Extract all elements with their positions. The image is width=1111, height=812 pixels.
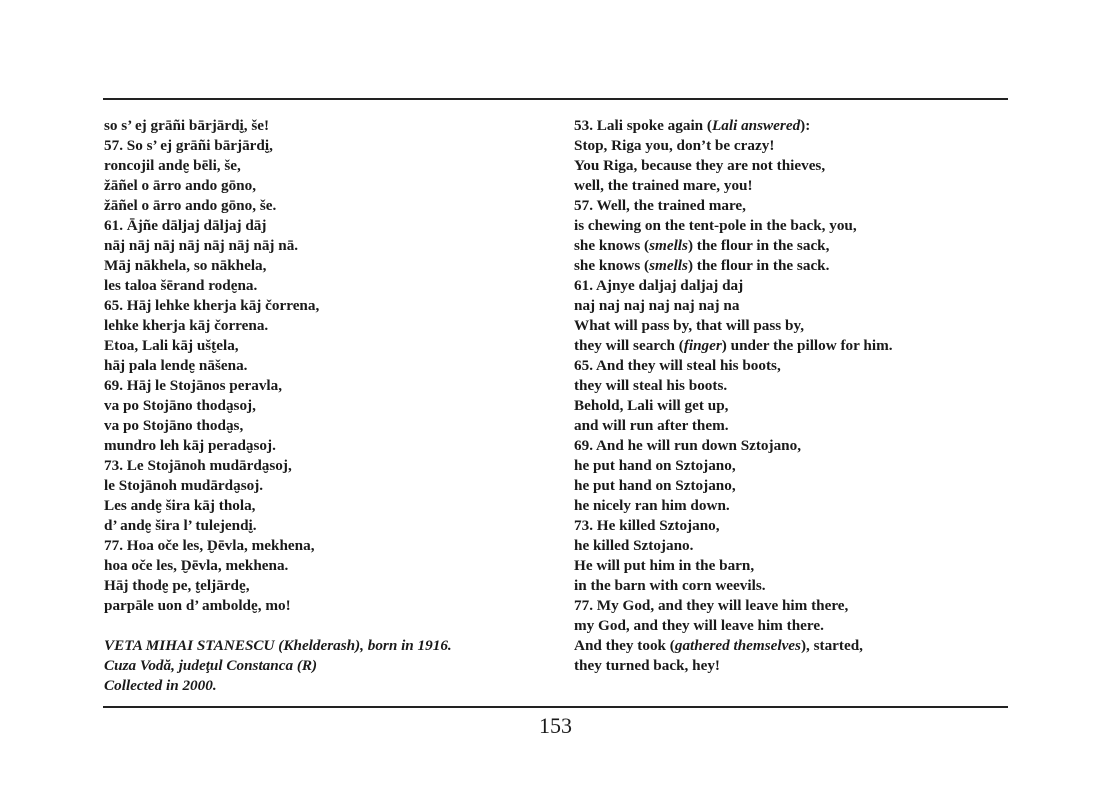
verse-line: lehke kherja kāj čorrena. xyxy=(104,317,269,334)
translation-text: 73. He killed Sztojano, xyxy=(574,517,720,534)
translation-text: he put hand on Sztojano, xyxy=(574,477,736,494)
literal-gloss: Lali answered xyxy=(711,117,801,134)
verse-line: žāñel o ārro ando gōno, xyxy=(104,177,257,194)
translation-text: he nicely ran him down. xyxy=(574,497,730,514)
literal-gloss: gathered themselves xyxy=(674,637,801,654)
translation-line xyxy=(574,196,1008,216)
translation-text: He will put him in the barn, xyxy=(574,557,755,574)
translation-line xyxy=(574,656,1008,676)
translation-line xyxy=(574,636,1008,656)
translation-text: 61. Ajnye daljaj daljaj daj xyxy=(574,277,744,294)
translation-line xyxy=(574,356,1008,376)
translation-line xyxy=(574,336,1008,356)
translation-line xyxy=(574,416,1008,436)
verse-line: Etoa, Lali kāj ušt̮ela, xyxy=(104,337,239,354)
bottom-rule xyxy=(103,706,1008,708)
english-translation-column xyxy=(574,116,1008,676)
translation-line xyxy=(574,256,1008,276)
translation-line xyxy=(574,536,1008,556)
translation-line xyxy=(574,576,1008,596)
translation-text: naj naj naj naj naj naj na xyxy=(574,297,740,314)
verse-line: hāj pala lende̮ nāšena. xyxy=(104,357,248,374)
translation-text: What will pass by, that will pass by, xyxy=(574,317,804,334)
verse-line: 65. Hāj lehke kherja kāj čorrena, xyxy=(104,297,320,314)
verse-line: so s’ ej grāñi bārjārdi̮, še! xyxy=(104,117,270,134)
translation-text: ), started, xyxy=(800,637,863,654)
translation-line xyxy=(574,516,1008,536)
translation-text: 77. My God, and they will leave him there, xyxy=(574,597,849,614)
translation-text: Behold, Lali will get up, xyxy=(574,397,729,414)
verse-line: parpāle uon d’ ambolde̮, mo! xyxy=(104,597,291,614)
translation-line xyxy=(574,376,1008,396)
translation-line xyxy=(574,616,1008,636)
translation-line xyxy=(574,456,1008,476)
translation-text: 69. And he will run down Sztojano, xyxy=(574,437,802,454)
literal-gloss: smells xyxy=(649,257,688,274)
translation-text: and will run after them. xyxy=(574,417,729,434)
verse-line: Les ande̮ šira kāj thola, xyxy=(104,497,256,514)
translation-line xyxy=(574,476,1008,496)
verse-line: le Stojānoh mudārda̮soj. xyxy=(104,477,264,494)
verse-line: Māj nākhela, so nākhela, xyxy=(104,257,267,274)
informant-location-line: Cuza Vodă, judeţul Constanca (R) xyxy=(104,657,318,674)
translation-text: she knows ( xyxy=(574,257,650,274)
translation-line xyxy=(574,156,1008,176)
translation-line xyxy=(574,136,1008,156)
translation-line xyxy=(574,236,1008,256)
verse-line: hoa oče les, D̮ēvla, mekhena. xyxy=(104,557,289,574)
translation-text: my God, and they will leave him there. xyxy=(574,617,824,634)
verse-line: 77. Hoa oče les, D̮ēvla, mekhena, xyxy=(104,537,315,554)
verse-line: mundro leh kāj perada̮soj. xyxy=(104,437,276,454)
translation-text: in the barn with corn weevils. xyxy=(574,577,766,594)
verse-line: 57. So s’ ej grāñi bārjārdi̮, xyxy=(104,137,273,154)
verse-line: 69. Hāj le Stojānos peravla, xyxy=(104,377,283,394)
verse-line: nāj nāj nāj nāj nāj nāj nāj nā. xyxy=(104,237,299,254)
translation-line xyxy=(574,596,1008,616)
verse-line: žāñel o ārro ando gōno, še. xyxy=(104,197,277,214)
translation-text: 53. Lali spoke again ( xyxy=(574,117,712,134)
translation-text: they turned back, hey! xyxy=(574,657,720,674)
translation-text: ) the flour in the sack. xyxy=(687,257,830,274)
translation-line xyxy=(574,496,1008,516)
page-number: 153 xyxy=(539,713,572,738)
translation-text: 57. Well, the trained mare, xyxy=(574,197,746,214)
translation-text: And they took ( xyxy=(574,637,675,654)
translation-text: she knows ( xyxy=(574,237,650,254)
verse-line: 61. Ājñe dāljaj dāljaj dāj xyxy=(104,217,267,234)
literal-gloss: finger xyxy=(683,337,722,354)
translation-line xyxy=(574,116,1008,136)
stanza-gap xyxy=(104,616,544,636)
translation-line xyxy=(574,436,1008,456)
translation-line xyxy=(574,556,1008,576)
translation-line xyxy=(574,396,1008,416)
verse-line: 73. Le Stojānoh mudārda̮soj, xyxy=(104,457,292,474)
translation-text: well, the trained mare, you! xyxy=(574,177,753,194)
verse-line: va po Stojāno thoda̮s, xyxy=(104,417,244,434)
collection-date-line: Collected in 2000. xyxy=(104,677,217,694)
verse-line: Hāj thode̮ pe, t̮eljārde̮, xyxy=(104,577,250,594)
translation-text: they will steal his boots. xyxy=(574,377,728,394)
informant-credit-line: VETA MIHAI STANESCU (Khelderash), born in 1916. xyxy=(104,637,452,654)
verse-line: roncojil ande̮ bēli, še, xyxy=(104,157,241,174)
top-rule xyxy=(103,98,1008,100)
romani-text-column xyxy=(104,116,544,696)
translation-line xyxy=(574,276,1008,296)
verse-line: d’ ande̮ šira l’ tulejendi̮. xyxy=(104,517,257,534)
translation-text: Stop, Riga you, don’t be crazy! xyxy=(574,137,775,154)
literal-gloss: smells xyxy=(649,237,688,254)
translation-text: is chewing on the tent-pole in the back, you, xyxy=(574,217,857,234)
translation-line xyxy=(574,296,1008,316)
verse-line: les taloa šērand rode̮na. xyxy=(104,277,258,294)
translation-text: they will search ( xyxy=(574,337,684,354)
verse-line: va po Stojāno thoda̮soj, xyxy=(104,397,256,414)
translation-text: You Riga, because they are not thieves, xyxy=(574,157,826,174)
translation-text: ) under the pillow for him. xyxy=(721,337,893,354)
translation-line xyxy=(574,176,1008,196)
translation-text: 65. And they will steal his boots, xyxy=(574,357,781,374)
translation-text: ) the flour in the sack, xyxy=(687,237,830,254)
translation-line xyxy=(574,216,1008,236)
translation-text: ): xyxy=(800,117,811,134)
translation-line xyxy=(574,316,1008,336)
translation-text: he killed Sztojano. xyxy=(574,537,694,554)
translation-text: he put hand on Sztojano, xyxy=(574,457,736,474)
